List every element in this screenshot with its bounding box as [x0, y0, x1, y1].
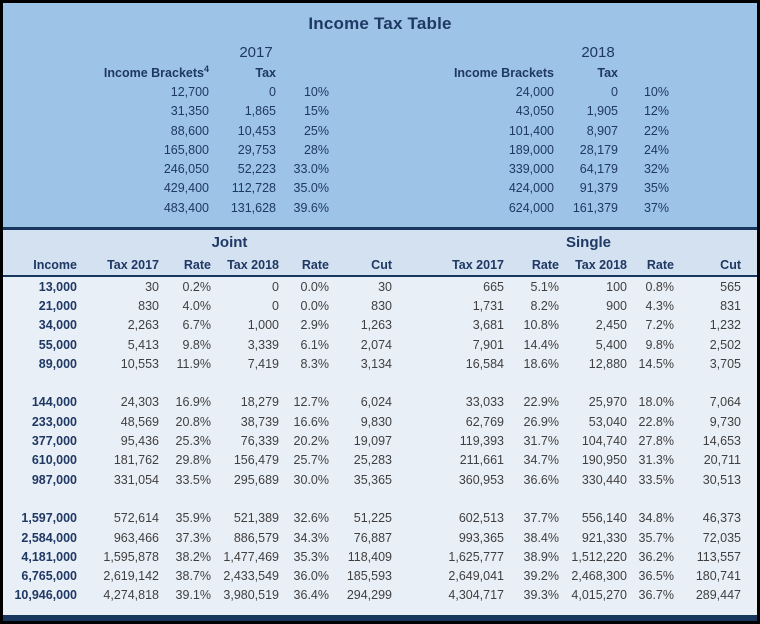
table-row: [3, 489, 757, 508]
cell: 33.5%: [175, 472, 211, 487]
cell: 5,400: [595, 337, 627, 352]
cell: 34.7%: [523, 453, 559, 468]
bracket-cell: 131,628: [230, 200, 276, 215]
bracket-cell: [671, 198, 757, 217]
table-row: [3, 296, 757, 315]
spacer: [745, 354, 757, 373]
spacer: [745, 254, 757, 276]
spacer: [745, 431, 757, 450]
bracket-cell: 10%: [643, 84, 669, 99]
cell: 572,614: [113, 511, 159, 526]
footnote-marker: 4: [203, 63, 209, 74]
cell: 20.2%: [293, 434, 329, 449]
bracket-cell: 64,179: [579, 162, 618, 177]
bracket-cell: 10,453: [237, 123, 276, 138]
spacer: [745, 393, 757, 412]
year-label-2017: 2017: [239, 44, 273, 61]
cell: 521,389: [233, 511, 279, 526]
cell: 25,283: [353, 453, 392, 468]
bracket-cell: 10%: [303, 84, 329, 99]
income-cell: 144,000: [31, 395, 77, 410]
cell: 330,440: [581, 472, 627, 487]
cell: 4,304,717: [448, 588, 504, 603]
income-cell: 610,000: [31, 453, 77, 468]
cell: 0: [272, 279, 279, 294]
cell: 0.8%: [645, 279, 674, 294]
spacer: [745, 470, 757, 489]
bracket-cell: 25%: [303, 123, 329, 138]
bracket-cell: 189,000: [508, 142, 554, 157]
cell: 46,373: [702, 511, 741, 526]
cell: 30,513: [702, 472, 741, 487]
cell: 38,739: [240, 414, 279, 429]
cell: 7.2%: [645, 318, 674, 333]
income-cell: 233,000: [31, 414, 77, 429]
cell: 185,593: [346, 569, 392, 584]
cell: 25.3%: [175, 434, 211, 449]
cell: 51,225: [353, 511, 392, 526]
cell: 36.7%: [638, 588, 674, 603]
cell: 31.3%: [638, 453, 674, 468]
bracket-cell: [671, 140, 757, 159]
table-row: [3, 528, 757, 547]
bracket-cell: 624,000: [508, 200, 554, 215]
cell: 11.9%: [176, 356, 211, 371]
cell: 34.3%: [293, 530, 329, 545]
bracket-cell: [671, 82, 757, 101]
cell: 20,711: [703, 453, 741, 468]
cell: 35,365: [353, 472, 392, 487]
column-header: Tax 2018: [563, 254, 631, 276]
cell: 602,513: [458, 511, 504, 526]
bracket-cell: 1,865: [244, 104, 276, 119]
cell: 72,035: [702, 530, 741, 545]
cell: 2,468,300: [571, 569, 627, 584]
cell: 12,880: [588, 356, 627, 371]
cell: 211,661: [459, 453, 504, 468]
cell: 921,330: [581, 530, 627, 545]
column-header: Rate: [631, 254, 678, 276]
cell: 3,339: [247, 337, 279, 352]
cell: 18.0%: [638, 395, 674, 410]
cell: 76,339: [240, 434, 279, 449]
cell: 8.3%: [300, 356, 329, 371]
bracket-cell: 161,379: [572, 200, 618, 215]
cell: 2,649,041: [448, 569, 504, 584]
bracket-cell: 24,000: [515, 84, 554, 99]
cell: 38.9%: [523, 549, 559, 564]
table-row: [3, 354, 757, 373]
column-header: Rate: [163, 254, 215, 276]
cell: 104,740: [581, 434, 627, 449]
cell: 100: [606, 279, 627, 294]
cell: 886,579: [233, 530, 279, 545]
cell: 295,689: [233, 472, 279, 487]
blank-cell: [3, 373, 757, 392]
bracket-row: [3, 198, 757, 217]
bracket-cell: 339,000: [508, 162, 554, 177]
table-row: [3, 431, 757, 450]
column-header: Cut: [678, 254, 745, 276]
bracket-row: [3, 140, 757, 159]
joint-group-header: [3, 234, 380, 251]
income-cell: 377,000: [31, 434, 77, 449]
bracket-cell: [671, 159, 757, 178]
cell: 9.8%: [645, 337, 674, 352]
cell: 6,024: [360, 395, 392, 410]
cell: 1,512,220: [571, 549, 627, 564]
cell: 95,436: [120, 434, 159, 449]
spacer: [671, 63, 757, 82]
column-header: Tax 2018: [215, 254, 283, 276]
column-header: Rate: [508, 254, 563, 276]
spacer: [745, 566, 757, 585]
bracket-row: [3, 82, 757, 101]
spacer: [745, 316, 757, 335]
income-cell: 1,597,000: [21, 511, 77, 526]
cell: 1,731: [472, 298, 504, 313]
income-cell: 987,000: [31, 472, 77, 487]
cell: 14.5%: [638, 356, 674, 371]
bracket-cell: 165,800: [163, 142, 209, 157]
cell: 30.0%: [293, 472, 329, 487]
col-header-tax-2017: Tax: [255, 65, 276, 80]
table-row: [3, 335, 757, 354]
bracket-cell: 22%: [643, 123, 669, 138]
cell: 10,553: [120, 356, 159, 371]
bracket-cell: 0: [269, 84, 276, 99]
comparison-table: [3, 254, 757, 605]
cell: 5,413: [127, 337, 159, 352]
cell: 2,502: [709, 337, 741, 352]
comparison-header-row: [3, 254, 757, 276]
cell: 665: [483, 279, 504, 294]
cell: 5.1%: [530, 279, 559, 294]
cell: 331,054: [113, 472, 159, 487]
cell: 4.3%: [645, 298, 674, 313]
cell: 39.1%: [175, 588, 211, 603]
cell: 14.4%: [523, 337, 559, 352]
bracket-cell: 39.6%: [293, 200, 329, 215]
col-header-rate-2017: [278, 63, 331, 82]
cell: 2.9%: [300, 318, 329, 333]
cell: 9,730: [709, 414, 741, 429]
bracket-cell: 12,700: [170, 84, 209, 99]
income-cell: 34,000: [38, 318, 77, 333]
bracket-cell: 37%: [643, 200, 669, 215]
cell: 16,584: [465, 356, 504, 371]
bracket-cell: 33.0%: [293, 162, 329, 177]
cell: 993,365: [458, 530, 504, 545]
column-header: Tax 2017: [396, 254, 508, 276]
cell: 36.2%: [638, 549, 674, 564]
filing-status-band: [3, 230, 757, 254]
cell: 830: [371, 298, 392, 313]
cell: 18.6%: [523, 356, 559, 371]
cell: 3,681: [472, 318, 504, 333]
cell: 12.7%: [293, 395, 329, 410]
table-row: [3, 373, 757, 392]
table-row: [3, 412, 757, 431]
bracket-row: [3, 159, 757, 178]
income-cell: 21,000: [38, 298, 77, 313]
cell: 37.3%: [175, 530, 211, 545]
cell: 38.2%: [175, 549, 211, 564]
table-row: [3, 316, 757, 335]
bracket-row: [3, 102, 757, 121]
bracket-cell: 1,905: [586, 104, 618, 119]
cell: 22.8%: [638, 414, 674, 429]
cell: 20.8%: [175, 414, 211, 429]
cell: 4,015,270: [571, 588, 627, 603]
col-header-tax-2018: Tax: [597, 65, 618, 80]
cell: 900: [606, 298, 627, 313]
cell: 119,393: [459, 434, 504, 449]
cell: 118,409: [347, 549, 392, 564]
bracket-cell: 88,600: [170, 123, 209, 138]
cell: 180,741: [695, 569, 741, 584]
bracket-cell: 15%: [303, 104, 329, 119]
cell: 48,569: [120, 414, 159, 429]
cell: 36.0%: [293, 569, 329, 584]
cell: 0.0%: [300, 298, 329, 313]
cell: 2,433,549: [223, 569, 279, 584]
cell: 156,479: [233, 453, 279, 468]
bracket-row: [3, 121, 757, 140]
cell: 289,447: [695, 588, 741, 603]
cell: 963,466: [113, 530, 159, 545]
spacer: [745, 276, 757, 296]
income-cell: 2,584,000: [21, 530, 77, 545]
col-header-income-brackets-2018: Income Brackets: [453, 65, 554, 80]
spacer: [745, 547, 757, 566]
cell: 3,705: [709, 356, 741, 371]
bracket-cell: 28,179: [579, 142, 618, 157]
bracket-cell: 43,050: [515, 104, 554, 119]
column-header: Cut: [333, 254, 396, 276]
blank-cell: [3, 489, 757, 508]
table-row: [3, 509, 757, 528]
year-label-2018: 2018: [581, 44, 615, 61]
cell: 24,303: [120, 395, 159, 410]
bracket-cell: 429,400: [163, 181, 209, 196]
cell: 35.3%: [293, 549, 329, 564]
bracket-cell: 28%: [303, 142, 329, 157]
comparison-section: [3, 230, 757, 621]
bracket-cell: 32%: [643, 162, 669, 177]
table-row: [3, 470, 757, 489]
bracket-cell: 246,050: [163, 162, 209, 177]
cell: 10.8%: [523, 318, 559, 333]
income-cell: 89,000: [38, 356, 77, 371]
cell: 27.8%: [638, 434, 674, 449]
spacer: [745, 451, 757, 470]
cell: 565: [720, 279, 741, 294]
cell: 16.9%: [175, 395, 211, 410]
spacer: [745, 412, 757, 431]
cell: 29.8%: [175, 453, 211, 468]
table-row: [3, 566, 757, 585]
table-row: [3, 276, 757, 296]
cell: 36.4%: [293, 588, 329, 603]
page-title: Income Tax Table: [308, 14, 452, 33]
cell: 181,762: [113, 453, 159, 468]
cell: 33.5%: [638, 472, 674, 487]
bracket-cell: [671, 179, 757, 198]
cell: 113,557: [696, 549, 741, 564]
cell: 8.2%: [530, 298, 559, 313]
cell: 1,625,777: [448, 549, 504, 564]
cell: 6.7%: [182, 318, 211, 333]
cell: 33,033: [465, 395, 504, 410]
spacer: [745, 335, 757, 354]
col-header-income-brackets-2017: Income Brackets$^4$: [103, 63, 209, 80]
cell: 16.6%: [293, 414, 329, 429]
bracket-cell: 112,728: [231, 181, 276, 196]
bracket-cell: 35%: [643, 181, 669, 196]
bracket-cell: 101,400: [508, 123, 554, 138]
cell: 34.8%: [638, 511, 674, 526]
column-header: Tax 2017: [81, 254, 163, 276]
single-group-header: [380, 234, 757, 251]
cell: 30: [378, 279, 392, 294]
bracket-cell: 29,753: [237, 142, 276, 157]
cell: 9,830: [360, 414, 392, 429]
cell: 38.7%: [175, 569, 211, 584]
col-header-rate-2018: [620, 63, 671, 82]
cell: 36.6%: [523, 472, 559, 487]
income-cell: 6,765,000: [21, 569, 77, 584]
cell: 294,299: [346, 588, 392, 603]
cell: 30: [145, 279, 159, 294]
cell: 25.7%: [293, 453, 329, 468]
bracket-cell: 31,350: [170, 104, 209, 119]
cell: 19,097: [353, 434, 392, 449]
cell: 39.2%: [523, 569, 559, 584]
joint-label: Joint: [211, 233, 248, 251]
cell: 2,263: [127, 318, 159, 333]
cell: 76,887: [353, 530, 392, 545]
cell: 3,134: [360, 356, 392, 371]
table-row: [3, 586, 757, 605]
cell: 18,279: [240, 395, 279, 410]
cell: 35.7%: [638, 530, 674, 545]
cell: 6.1%: [300, 337, 329, 352]
cell: 39.3%: [523, 588, 559, 603]
cell: 31.7%: [523, 434, 559, 449]
cell: 0: [272, 298, 279, 313]
bracket-cell: 424,000: [508, 181, 554, 196]
bracket-table: [3, 63, 757, 217]
bracket-cell: 0: [611, 84, 618, 99]
cell: 36.5%: [638, 569, 674, 584]
bracket-cell: 12%: [643, 104, 669, 119]
cell: 53,040: [588, 414, 627, 429]
cell: 1,232: [709, 318, 741, 333]
cell: 190,950: [581, 453, 627, 468]
cell: 2,074: [360, 337, 392, 352]
income-cell: 10,946,000: [14, 588, 77, 603]
cell: 3,980,519: [223, 588, 279, 603]
cell: 14,653: [702, 434, 741, 449]
cell: 4.0%: [182, 298, 211, 313]
cell: 0.2%: [182, 279, 211, 294]
income-cell: 4,181,000: [21, 549, 77, 564]
cell: 38.4%: [523, 530, 559, 545]
cell: 32.6%: [293, 511, 329, 526]
cell: 831: [720, 298, 741, 313]
bracket-cell: 483,400: [163, 200, 209, 215]
cell: 556,140: [581, 511, 627, 526]
bracket-section: [3, 3, 757, 230]
spacer: [745, 296, 757, 315]
spacer: [745, 586, 757, 605]
cell: 1,595,878: [103, 549, 159, 564]
cell: 4,274,818: [103, 588, 159, 603]
bracket-row: [3, 179, 757, 198]
cell: 1,263: [360, 318, 392, 333]
cell: 7,064: [709, 395, 741, 410]
table-row: [3, 547, 757, 566]
column-header: Rate: [283, 254, 333, 276]
column-header: Income: [3, 254, 81, 276]
income-cell: 13,000: [38, 279, 77, 294]
bracket-cell: [671, 121, 757, 140]
table-row: [3, 451, 757, 470]
spacer: [745, 509, 757, 528]
cell: 1,000: [247, 318, 279, 333]
cell: 0.0%: [300, 279, 329, 294]
cell: 360,953: [458, 472, 504, 487]
bracket-cell: [671, 102, 757, 121]
bracket-cell: 35.0%: [293, 181, 329, 196]
cell: 2,619,142: [103, 569, 159, 584]
cell: 1,477,469: [223, 549, 279, 564]
cell: 37.7%: [523, 511, 559, 526]
cell: 9.8%: [182, 337, 211, 352]
cell: 35.9%: [175, 511, 211, 526]
income-cell: 55,000: [38, 337, 77, 352]
bracket-header-row: [3, 63, 757, 82]
cell: 7,901: [472, 337, 504, 352]
cell: 62,769: [465, 414, 504, 429]
bracket-cell: 8,907: [586, 123, 618, 138]
bracket-cell: 52,223: [237, 162, 276, 177]
cell: 22.9%: [523, 395, 559, 410]
cell: 7,419: [247, 356, 279, 371]
bracket-cell: 24%: [643, 142, 669, 157]
cell: 26.9%: [523, 414, 559, 429]
cell: 830: [138, 298, 159, 313]
bracket-cell: 91,379: [579, 181, 618, 196]
single-label: Single: [565, 233, 611, 251]
cell: 25,970: [588, 395, 627, 410]
cell: 2,450: [595, 318, 627, 333]
spacer: [745, 528, 757, 547]
table-row: [3, 393, 757, 412]
